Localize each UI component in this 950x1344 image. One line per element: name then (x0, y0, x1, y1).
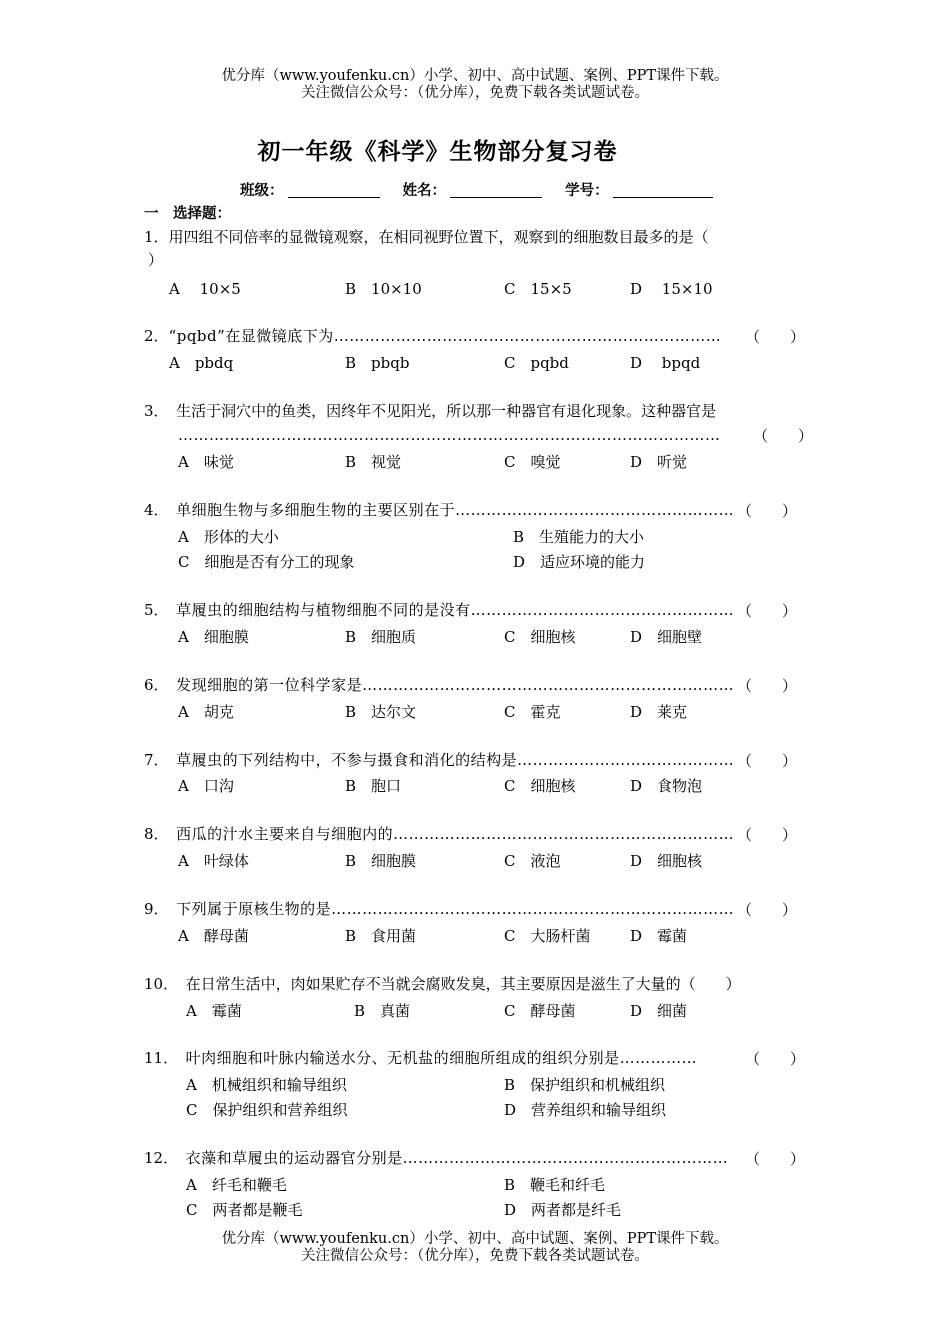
option-b[interactable]: B 10×10 (345, 280, 422, 298)
option-d[interactable]: D 细菌 (630, 1002, 688, 1020)
option-d[interactable]: D bpqd (630, 354, 701, 372)
footer-line-2: 关注微信公众号：（优分库），免费下载各类试题试卷。 (301, 1248, 649, 1264)
question-number: 3． (144, 402, 162, 420)
question-text: 草履虫的细胞结构与植物细胞不同的是没有…………………………………………… (176, 601, 735, 619)
question-11 (144, 1048, 697, 1068)
answer-paren[interactable]: （ ） (737, 826, 798, 844)
name-blank[interactable] (450, 183, 542, 198)
option-b[interactable]: B 保护组织和机械组织 (504, 1076, 666, 1094)
answer-paren[interactable]: （ ） (737, 502, 798, 520)
question-text: 用四组不同倍率的显微镜观察，在相同视野位置下，观察到的细胞数目最多的是（ (168, 228, 709, 246)
question-number: 7． (144, 751, 162, 769)
question-9 (144, 899, 734, 919)
question-text: 单细胞生物与多细胞生物的主要区别在于……………………………………………… (176, 501, 735, 519)
answer-paren[interactable]: （ ） (745, 328, 806, 346)
question-10 (144, 974, 741, 994)
question-3-cont: …………………………………………………………………………………………… (178, 426, 721, 444)
id-blank[interactable] (613, 183, 713, 198)
question-number: 6． (144, 676, 162, 694)
question-1 (144, 227, 709, 247)
question-text: 下列属于原核生物的是…………………………………………………………………… (176, 900, 735, 918)
option-d[interactable]: D 15×10 (630, 280, 713, 298)
option-b[interactable]: B pbqb (345, 354, 410, 372)
option-a[interactable]: A 酵母菌 (178, 927, 249, 945)
name-label: 姓名： (402, 183, 447, 199)
question-4 (144, 500, 734, 520)
option-d[interactable]: D 适应环境的能力 (513, 553, 646, 571)
question-number: 11． (144, 1049, 171, 1067)
answer-paren[interactable]: （ ） (737, 752, 798, 770)
question-text: 在日常生活中，肉如果贮存不当就会腐败发臭，其主要原因是滋生了大量的（ ） (185, 975, 741, 993)
question-7 (144, 750, 734, 770)
option-c[interactable]: C 大肠杆菌 (504, 927, 591, 945)
option-a[interactable]: A 霉菌 (186, 1002, 242, 1020)
question-text: 衣藻和草履虫的运动器官分别是……………………………………………………… (185, 1149, 729, 1167)
question-text: 发现细胞的第一位科学家是……………………………………………………………… (176, 676, 735, 694)
question-number: 2． (144, 327, 169, 345)
option-a[interactable]: A 口沟 (178, 777, 234, 795)
question-text: 叶肉细胞和叶脉内输送水分、无机盐的细胞所组成的组织分别是…………… (185, 1049, 698, 1067)
answer-paren[interactable]: （ ） (737, 602, 798, 620)
answer-paren[interactable]: （ ） (737, 677, 798, 695)
option-a[interactable]: A pbdq (169, 354, 234, 372)
question-text: 草履虫的下列结构中，不参与摄食和消化的结构是…………………………………… (176, 751, 735, 769)
option-c[interactable]: C 保护组织和营养组织 (186, 1101, 348, 1119)
option-b[interactable]: B 生殖能力的大小 (513, 528, 645, 546)
option-d[interactable]: D 细胞核 (630, 852, 703, 870)
option-a[interactable]: A 味觉 (178, 453, 234, 471)
header-line-2: 关注微信公众号：（优分库），免费下载各类试题试卷。 (301, 85, 649, 101)
answer-paren[interactable]: （ ） (737, 901, 798, 919)
question-12 (144, 1148, 728, 1168)
option-d[interactable]: D 莱克 (630, 703, 688, 721)
option-b[interactable]: B 胞口 (345, 777, 402, 795)
question-6 (144, 675, 734, 695)
student-info (240, 179, 713, 200)
option-b[interactable]: B 细胞质 (345, 628, 417, 646)
question-number: 4． (144, 501, 162, 519)
option-d[interactable]: D 听觉 (630, 453, 688, 471)
option-c[interactable]: C 细胞核 (504, 777, 576, 795)
option-b[interactable]: B 视觉 (345, 453, 402, 471)
option-d[interactable]: D 细胞壁 (630, 628, 703, 646)
option-a[interactable]: A 胡克 (178, 703, 234, 721)
option-c[interactable]: C pqbd (504, 354, 569, 372)
question-number: 5． (144, 601, 162, 619)
question-1-cont: ） (148, 251, 164, 269)
answer-paren[interactable]: （ ） (745, 1150, 806, 1168)
option-b[interactable]: B 细胞膜 (345, 852, 417, 870)
class-blank[interactable] (288, 183, 380, 198)
header-line-1: 优分库（www.youfenku.cn）小学、初中、高中试题、案例、PPT课件下载。 (221, 68, 729, 84)
question-5 (144, 600, 734, 620)
option-c[interactable]: C 霍克 (504, 703, 561, 721)
option-d[interactable]: D 食物泡 (630, 777, 703, 795)
option-c[interactable]: C 细胞核 (504, 628, 576, 646)
page-footer (0, 1231, 950, 1265)
option-a[interactable]: A 细胞膜 (178, 628, 249, 646)
option-b[interactable]: B 真菌 (354, 1002, 411, 1020)
option-a[interactable]: A 10×5 (169, 280, 241, 298)
page-header (0, 68, 950, 102)
question-number: 9． (144, 900, 162, 918)
option-c[interactable]: C 两者都是鞭毛 (186, 1201, 303, 1219)
question-8 (144, 824, 734, 844)
option-a[interactable]: A 纤毛和鞭毛 (186, 1176, 287, 1194)
option-d[interactable]: D 两者都是纤毛 (504, 1201, 622, 1219)
question-2 (144, 326, 721, 346)
option-c[interactable]: C 液泡 (504, 852, 561, 870)
question-text: 西瓜的汁水主要来自与细胞内的………………………………………………………… (176, 825, 735, 843)
option-b[interactable]: B 达尔文 (345, 703, 417, 721)
answer-paren[interactable]: （ ） (753, 427, 814, 445)
option-a[interactable]: A 机械组织和输导组织 (186, 1076, 347, 1094)
footer-line-1: 优分库（www.youfenku.cn）小学、初中、高中试题、案例、PPT课件下载。 (221, 1231, 729, 1247)
option-c[interactable]: C 酵母菌 (504, 1002, 576, 1020)
option-d[interactable]: D 营养组织和输导组织 (504, 1101, 667, 1119)
question-number: 8． (144, 825, 162, 843)
option-a[interactable]: A 叶绿体 (178, 852, 249, 870)
question-text: 生活于洞穴中的鱼类，因终年不见阳光，所以那一种器官有退化现象。这种器官是 (176, 402, 717, 420)
question-number: 12． (144, 1149, 171, 1167)
answer-paren[interactable]: （ ） (745, 1050, 806, 1068)
id-label: 学号： (565, 183, 609, 199)
question-text: “pqbd”在显微镜底下为………………………………………………………………… (168, 327, 722, 345)
option-c[interactable]: C 嗅觉 (504, 453, 561, 471)
option-b[interactable]: B 食用菌 (345, 927, 417, 945)
question-number: 10． (144, 975, 171, 993)
question-number: 1． (144, 228, 169, 246)
section-title: 一 选择题： (144, 206, 231, 222)
class-label: 班级： (240, 183, 284, 199)
page-title: 初一年级《科学》生物部分复习卷 (257, 139, 618, 165)
option-b[interactable]: B 鞭毛和纤毛 (504, 1176, 606, 1194)
option-c[interactable]: C 细胞是否有分工的现象 (178, 553, 355, 571)
option-d[interactable]: D 霉菌 (630, 927, 688, 945)
option-a[interactable]: A 形体的大小 (178, 528, 279, 546)
question-3 (144, 401, 716, 421)
option-c[interactable]: C 15×5 (504, 280, 572, 298)
